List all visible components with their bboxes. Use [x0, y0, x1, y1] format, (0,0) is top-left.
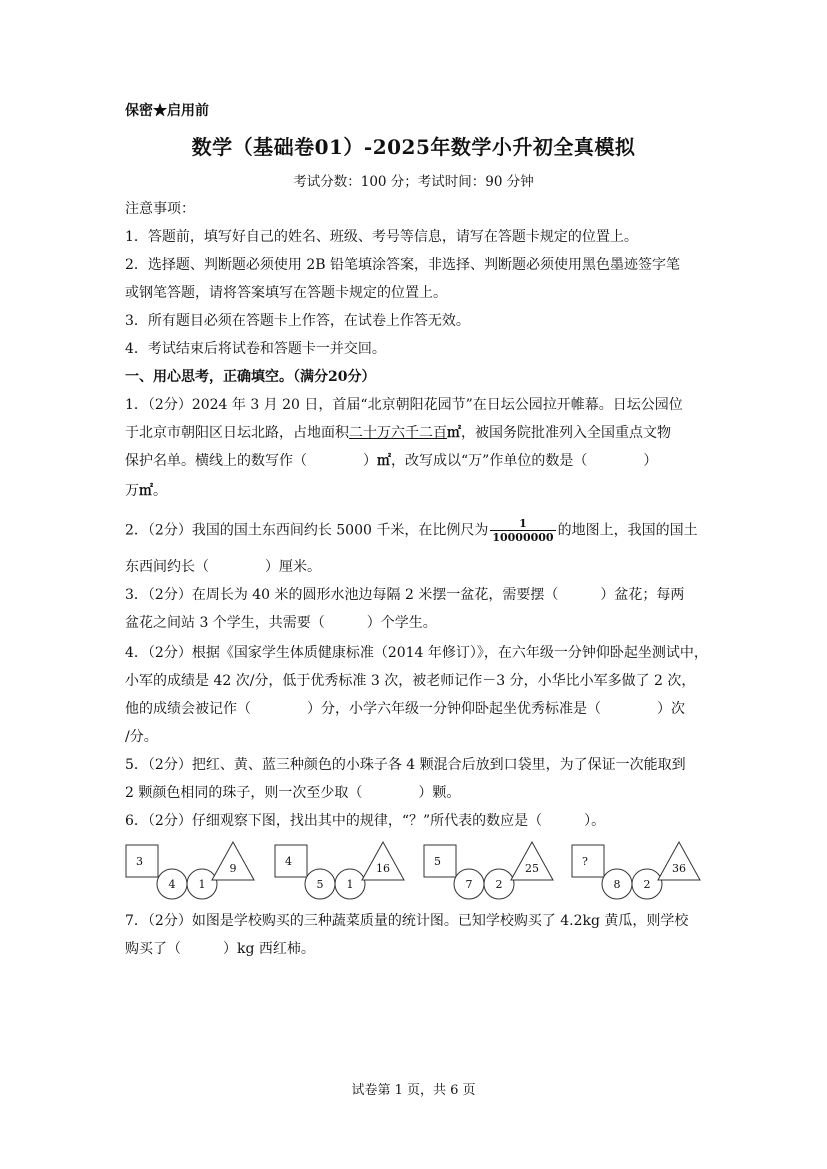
q1-line1: 1．（2分）2024 年 3 月 20 日，首届“北京朝阳花园节”在日坛公园拉开帷幕。日坛公园位 — [125, 397, 683, 413]
q1-line3-pre: 保护名单。横线上的数写作（ ） — [125, 453, 377, 469]
fraction-numerator: 1 — [490, 517, 555, 531]
q3-line1: 3．（2分）在周长为 40 米的圆形水池边每隔 2 米摆一盆花，需要摆（ ）盆花；每两 — [125, 587, 685, 603]
circle-right-number: 1 — [346, 878, 354, 891]
square-number: 5 — [434, 855, 441, 868]
pattern-square — [572, 845, 604, 877]
pattern-group-2 — [275, 842, 404, 899]
q5-line2: 2 颗颜色相同的珠子，则一次至少取（ ）颗。 — [125, 785, 461, 801]
square-number: 4 — [285, 855, 292, 868]
pattern-group-3 — [424, 842, 553, 899]
circle-left-number: 7 — [465, 878, 473, 891]
triangle-number: 9 — [229, 862, 237, 875]
secret-label: 保密★启用前 — [125, 103, 209, 119]
q1-unit-3: ㎡ — [139, 483, 153, 499]
q6-line1: 6．（2分）仔细观察下图，找出其中的规律，“？”所代表的数应是（ ）。 — [125, 813, 606, 829]
page-footer: 试卷第 1 页，共 6 页 — [351, 1083, 476, 1098]
section1-heading: 一、用心思考，正确填空。（满分20分） — [125, 369, 376, 385]
circle-right-number: 2 — [495, 878, 503, 891]
note-item-4: 4．考试结束后将试卷和答题卡一并交回。 — [125, 341, 386, 357]
note-item-2: 2．选择题、判断题必须使用 2B 铅笔填涂答案，非选择、判断题必须使用黑色墨迹签字笔 — [125, 257, 681, 273]
circle-left-number: 8 — [613, 878, 621, 891]
q2-line1-post: 的地图上，我国的国土 — [557, 522, 698, 539]
q4-line2: 小军的成绩是 42 次/分，低于优秀标准 3 次，被老师记作－3 分，小华比小军多做了 2 次， — [125, 673, 696, 689]
q1-unit-2: ㎡ — [377, 453, 391, 469]
pattern-group-1 — [126, 842, 254, 899]
q4-line3: 他的成绩会被记作（ ）分，小学六年级一分钟仰卧起坐优秀标准是（ ）次 — [125, 701, 685, 717]
scale-fraction — [490, 517, 555, 544]
circle-left-number: 4 — [168, 878, 176, 891]
notes-heading: 注意事项： — [125, 201, 195, 217]
fraction-denominator: 10000000 — [492, 531, 554, 544]
q4-line4: /分。 — [125, 729, 158, 745]
note-item-2-cont: 或钢笔答题，请将答案填写在答题卡规定的位置上。 — [125, 285, 447, 301]
q1-line2-pre: 于北京市朝阳区日坛北路，占地面积 — [125, 425, 349, 441]
circle-right-number: 2 — [643, 878, 651, 891]
q3-line2: 盆花之间站 3 个学生，共需要（ ）个学生。 — [125, 615, 437, 631]
q5-line1: 5．（2分）把红、黄、蓝三种颜色的小珠子各 4 颗混合后放到口袋里，为了保证一次能取到 — [125, 757, 686, 773]
exam-title: 数学（基础卷01）-2025年数学小升初全真模拟 — [191, 135, 636, 159]
q1-line4-post: 。 — [153, 483, 167, 499]
q1-unit-1: ㎡ — [447, 425, 461, 441]
triangle-number: 36 — [672, 862, 686, 875]
q7-line2: 购买了（ ）kg 西红柿。 — [125, 941, 315, 957]
q4-line1: 4．（2分）根据《国家学生体质健康标准（2014 年修订）》，在六年级一分钟仰卧起坐测试中， — [125, 645, 708, 661]
q1-line3-post: ，改写成以“万”作单位的数是（ ） — [391, 453, 658, 469]
q1-line4-pre: 万 — [125, 483, 139, 499]
triangle-number: 16 — [376, 862, 390, 875]
q2-line2: 东西间约长（ ）厘米。 — [125, 559, 321, 575]
exam-info: 考试分数：100 分；考试时间：90 分钟 — [293, 174, 534, 190]
circle-left-number: 5 — [316, 878, 324, 891]
q1-line3 — [125, 451, 657, 471]
q2-line1 — [125, 517, 698, 544]
square-number: 3 — [136, 855, 143, 868]
square-number: ? — [582, 855, 588, 868]
note-item-1: 1．答题前，填写好自己的姓名、班级、考号等信息，请写在答题卡规定的位置上。 — [125, 229, 638, 245]
q1-line2-post: ，被国务院批准列入全国重点文物 — [461, 425, 671, 441]
q2-line1-pre: 2．（2分）我国的国土东西间约长 5000 千米，在比例尺为 — [125, 522, 489, 539]
q6-pattern-figure — [120, 838, 710, 900]
note-item-3: 3．所有题目必须在答题卡上作答，在试卷上作答无效。 — [125, 313, 470, 329]
q7-line1: 7．（2分）如图是学校购买的三种蔬菜质量的统计图。已知学校购买了 4.2kg 黄瓜，则学校 — [125, 913, 689, 929]
q1-line2 — [125, 423, 671, 443]
q1-underlined-number: 二十万六千二百 — [349, 425, 447, 441]
circle-right-number: 1 — [198, 878, 206, 891]
q1-line4 — [125, 481, 167, 501]
pattern-group-4 — [572, 842, 700, 899]
triangle-number: 25 — [525, 862, 539, 875]
